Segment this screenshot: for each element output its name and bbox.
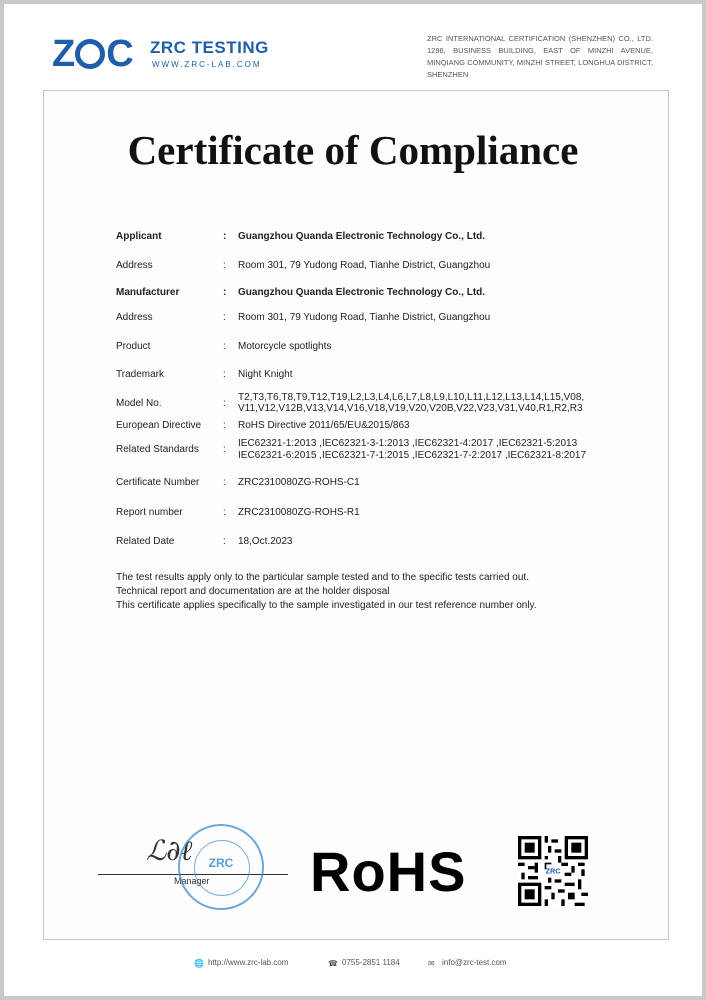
rohs-mark: RoHS [310,840,467,903]
field-value-line1: IEC62321-1:2013 ,IEC62321-3-1:2013 ,IEC62321-4:2017 ,IEC62321-5:2013 [238,438,578,449]
signature-label: Manager [174,876,210,886]
field-label: Manufacturer [116,287,180,298]
seal-text: ZRC [208,856,234,870]
field-value: Motorcycle spotlights [238,341,332,352]
field-colon: : [223,231,227,242]
field-colon: : [223,312,226,323]
field-colon: : [223,536,226,547]
note-line: The test results apply only to the particular sample tested and to the specific tests carried out. [116,572,529,583]
note-line: This certificate applies specifically to the sample investigated in our test reference number only. [116,600,537,611]
signature-scribble-icon: ℒ∂ℓ [146,834,193,867]
logo-title: ZRC TESTING [150,38,269,57]
field-label: Related Date [116,536,175,547]
field-value: Room 301, 79 Yudong Road, Tianhe District, Guangzhou [238,260,491,271]
field-label: Product [116,341,151,352]
field-label: Model No. [116,398,162,409]
page-title: Certificate of Compliance [127,127,579,173]
field-label: Applicant [116,231,162,242]
footer-phone-text: 0755-2851 1184 [342,958,400,967]
phone-icon: ☎ [328,959,338,968]
field-colon: : [223,287,227,298]
zrc-logo [52,34,282,74]
field-colon: : [223,477,226,488]
field-value: 18,Oct.2023 [238,536,293,547]
field-label: Address [116,312,153,323]
field-colon: : [223,260,226,271]
field-label: European Directive [116,420,202,431]
field-value: Night Knight [238,369,293,380]
note-line: Technical report and documentation are at the holder disposal [116,586,390,597]
field-label: Report number [116,507,183,518]
field-label: Related Standards [116,444,199,455]
field-colon: : [223,507,226,518]
company-seal-icon [178,824,264,910]
company-address: ZRC INTERNATIONAL CERTIFICATION (SHENZHEN) CO., LTD. 1296, BUSINESS BUILDING, EAST OF MINZHI AVENUE, MINQIANG COMMUNITY, MINZHI STREET, LONGHUA DISTRICT, SHENZHEN [427,34,653,79]
field-colon: : [223,341,226,352]
field-value: ZRC2310080ZG-ROHS-C1 [238,477,360,488]
field-colon: : [223,444,226,455]
mail-icon: ✉ [428,959,435,968]
field-label: Address [116,260,153,271]
field-colon: : [223,369,226,380]
field-label: Trademark [116,369,164,380]
field-label: Certificate Number [116,477,200,488]
field-value-line2: IEC62321-6:2015 ,IEC62321-7-1:2015 ,IEC62321-7-2:2017 ,IEC62321-8:2017 [238,450,587,461]
field-colon: : [223,420,226,431]
globe-icon: 🌐 [194,959,204,968]
field-value-line2: V11,V12,V12B,V13,V14,V16,V18,V19,V20,V20B,V22,V23,V31,V40,R1,R2,R3 [238,403,583,414]
logo-mark: Z C [52,33,133,75]
footer-website[interactable] [194,958,288,967]
qr-logo-text: ZRC [545,866,561,876]
disclaimer-notes [116,571,537,613]
field-value: RoHS Directive 2011/65/EU&2015/863 [238,420,410,431]
footer-phone [328,958,400,967]
field-value: Guangzhou Quanda Electronic Technology Co., Ltd. [238,231,486,242]
field-value: Guangzhou Quanda Electronic Technology Co., Ltd. [238,287,486,298]
footer-email[interactable] [428,958,507,967]
logo-url: WWW.ZRC-LAB.COM [152,60,262,69]
footer-email-text[interactable]: info@zrc-test.com [442,958,507,967]
qr-code-icon [518,836,588,906]
footer-website-text[interactable]: http://www.zrc-lab.com [208,958,289,967]
field-value: ZRC2310080ZG-ROHS-R1 [238,507,360,518]
field-value-line1: T2,T3,T6,T8,T9,T12,T19,L2,L3,L4,L6,L7,L8,L9,L10,L11,L12,L13,L14,L15,V08, [238,392,585,403]
field-colon: : [223,398,226,409]
field-value: Room 301, 79 Yudong Road, Tianhe District, Guangzhou [238,312,491,323]
